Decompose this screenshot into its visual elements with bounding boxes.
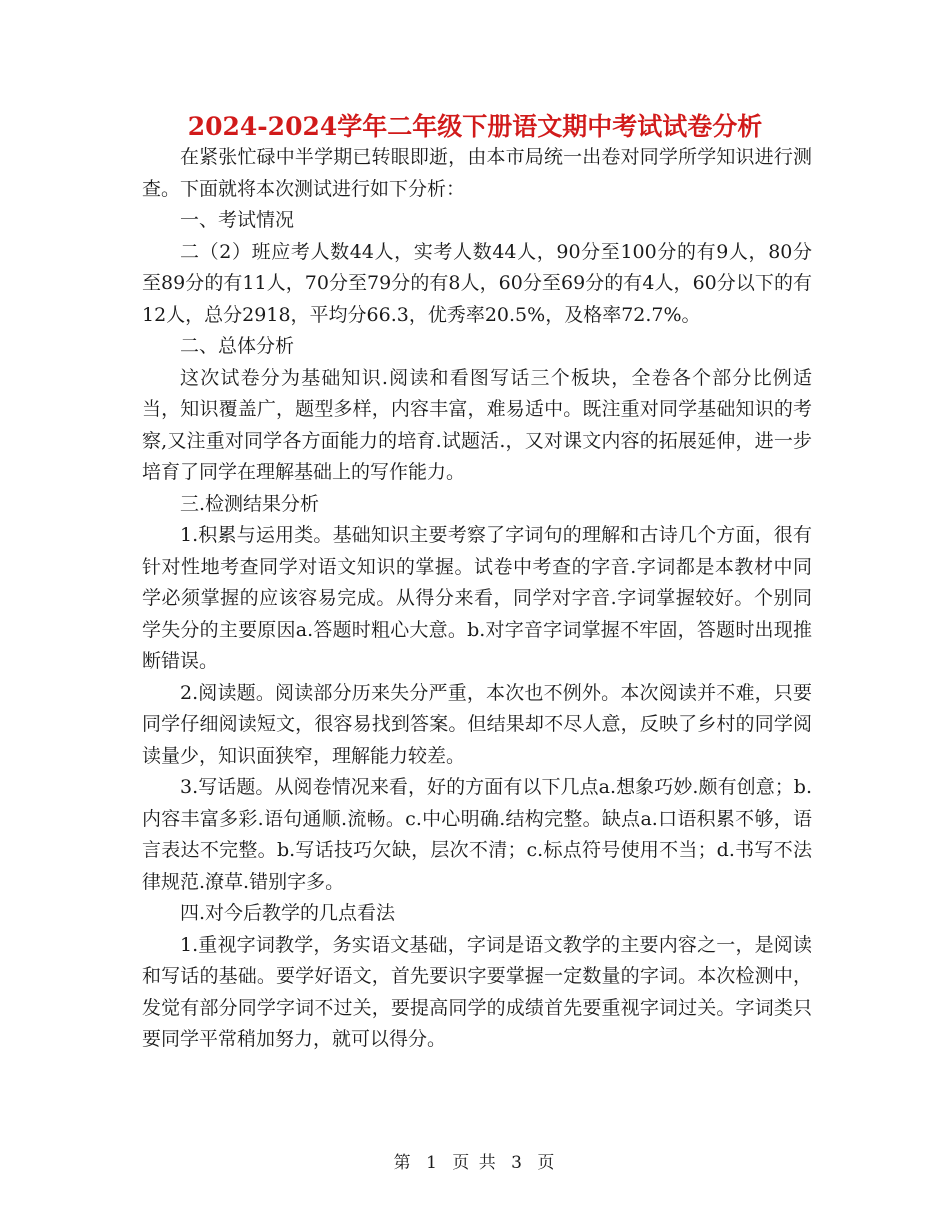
document-title: 2024-2024学年二年级下册语文期中考试试卷分析 <box>187 112 763 141</box>
section-heading-teaching-suggestions: 四.对今后教学的几点看法 <box>180 902 396 924</box>
result-analysis-item-3: 3.写话题。从阅卷情况来看，好的方面有以下几点a.想象巧妙.颇有创意；b.内容丰富多彩.语句通顺.流畅。c.中心明确.结构完整。缺点a.口语积累不够，语言表达不完整。b.写话技巧欠缺，层次不清；c.标点符号使用不当；d.书写不法律规范.潦草.错别字多。 <box>142 776 812 893</box>
footer-total-pages: 3 <box>511 1153 524 1173</box>
intro-paragraph: 在紧张忙碌中半学期已转眼即逝，由本市局统一出卷对同学所学知识进行测查。下面就将本次测试进行如下分析： <box>142 146 812 200</box>
section-heading-result-analysis: 三.检测结果分析 <box>180 492 320 515</box>
overall-analysis-paragraph: 这次试卷分为基础知识.阅读和看图写话三个板块，全卷各个部分比例适当，知识覆盖广，题型多样，内容丰富，难易适中。既注重对同学基础知识的考察,又注重对同学各方面能力的培育.试题活.，又对课文内容的拓展延伸，进一步培育了同学在理解基础上的写作能力。 <box>142 366 812 483</box>
section-heading-exam-situation: 一、考试情况 <box>180 209 295 231</box>
teaching-suggestion-item-1: 1.重视字词教学，务实语文基础，字词是语文教学的主要内容之一，是阅读和写话的基础。要学好语文，首先要识字要掌握一定数量的字词。本次检测中，发觉有部分同学字词不过关，要提高同学的成绩首先要重视字词过关。字词类只要同学平常稍加努力，就可以得分。 <box>142 933 812 1050</box>
exam-statistics-paragraph: 二（2）班应考人数44人，实考人数44人，90分至100分的有9人，80分至89分的有11人，70分至79分的有8人，60分至69分的有4人，60分以下的有12人，总分2918，平均分66.3，优秀率20.5%，及格率72.7%。 <box>142 240 812 326</box>
page-footer <box>0 1152 950 1174</box>
footer-middle: 页 共 <box>452 1153 498 1173</box>
footer-suffix: 页 <box>537 1153 557 1173</box>
footer-prefix: 第 <box>393 1153 413 1173</box>
result-analysis-item-2: 2.阅读题。阅读部分历来失分严重，本次也不例外。本次阅读并不难，只要同学仔细阅读短文，很容易找到答案。但结果却不尽人意，反映了乡村的同学阅读量少，知识面狭窄，理解能力较差。 <box>142 681 812 767</box>
section-heading-overall-analysis: 二、总体分析 <box>180 335 295 357</box>
document-body <box>142 142 812 1056</box>
footer-page-number: 1 <box>426 1153 439 1173</box>
result-analysis-item-1: 1.积累与运用类。基础知识主要考察了字词句的理解和古诗几个方面，很有针对性地考查同学对语文知识的掌握。试卷中考查的字音.字词都是本教材中同学必须掌握的应该容易完成。从得分来看，同学对字音.字词掌握较好。个别同学失分的主要原因a.答题时粗心大意。b.对字音字词掌握不牢固，答题时出现推断错误。 <box>142 524 812 672</box>
